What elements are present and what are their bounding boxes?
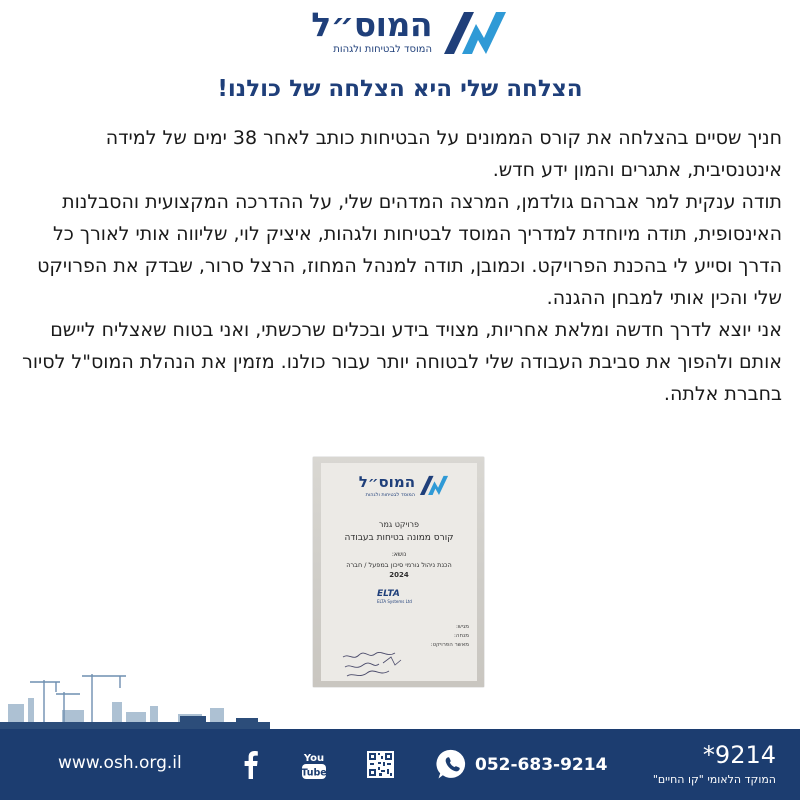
logo-text: המוס״ל	[311, 5, 432, 44]
document-line: הכנת ניהול גורמי סיכון במפעל / חברה	[346, 561, 452, 569]
document-logo-mark-icon	[419, 473, 449, 497]
elta-logo	[377, 589, 421, 605]
document-field: מנחה:	[454, 633, 469, 639]
footer-bar	[0, 729, 800, 800]
qr-code-icon[interactable]	[367, 751, 394, 778]
svg-text:Tube: Tube	[301, 767, 327, 779]
elta-logo-sub: ELTA Systems Ltd	[377, 599, 412, 604]
website-link[interactable]: www.osh.org.il	[58, 753, 182, 773]
document-field: מאשר הפרויקט:	[430, 642, 469, 648]
hotline-number[interactable]: *9214	[702, 741, 776, 769]
youtube-icon[interactable]	[301, 749, 327, 781]
document-paper	[321, 463, 477, 681]
paragraph: חניך שסיים בהצלחה את קורס הממונים על הבטיחות כותב לאחר 38 ימים של למידה אינטנסיבית, אתגרים והמון ידע חדש.	[105, 127, 782, 181]
document-logo	[349, 471, 449, 503]
facebook-icon[interactable]	[241, 751, 259, 779]
article-body	[18, 122, 782, 410]
handwritten-signature-icon	[339, 649, 419, 681]
logo-tagline: המוסד לבטיחות ולגהות	[333, 44, 432, 55]
document-line: פרויקט גמר	[378, 520, 420, 529]
document-line: קורס ממונה בטיחות בעבודה	[344, 533, 454, 543]
logo-mark-icon	[442, 8, 508, 56]
paragraph: תודה ענקית למר אברהם גולדמן, המרצה המדהים שלי, על ההדרכה המקצועית והסבלנות האינסופית, תודה מיוחדת למדריך המוסד לבטיחות ולגהות, איציק לוי, שליווה אותי לאורך כל הדרך וסייע לי בהכנת הפרויקט. וכמובן, תודה למנהל המחוז, הרצל סרור, שבדק את הפרויקט שלי והכין אותי למבחן ההגנה.	[37, 191, 782, 309]
document-year: 2024	[389, 571, 409, 579]
document-line: נושא:	[391, 551, 407, 558]
paragraph: אני יוצא לדרך חדשה ומלאת אחריות, מצויד בידע ובכלים שרכשתי, ואני בטוח שאצליח ליישם אותם ולהפוך את סביבת העבודה שלי לבטוחה יותר עבור כולנו. מזמין את הנהלת המוס"ל לסיור בחברת אלתה.	[22, 319, 782, 405]
article-title: הצלחה שלי היא הצלחה של כולנו!	[217, 76, 583, 102]
logo-block	[292, 4, 508, 66]
phone-number[interactable]: 052-683-9214	[475, 755, 608, 775]
whatsapp-icon[interactable]	[436, 748, 469, 781]
document-logo-sub: המוסד לבטיחות ולגהות	[365, 492, 415, 498]
header-logo	[0, 4, 800, 66]
hotline-caption: המוקד הלאומי "קו החיים"	[652, 773, 776, 786]
elta-logo-text: ELTA	[377, 589, 400, 599]
industrial-skyline-illustration	[0, 660, 270, 730]
svg-text:You: You	[303, 753, 325, 764]
document-logo-text: המוס״ל	[358, 473, 415, 491]
document-field: מגיש:	[456, 624, 469, 630]
project-document-photo	[313, 457, 484, 687]
